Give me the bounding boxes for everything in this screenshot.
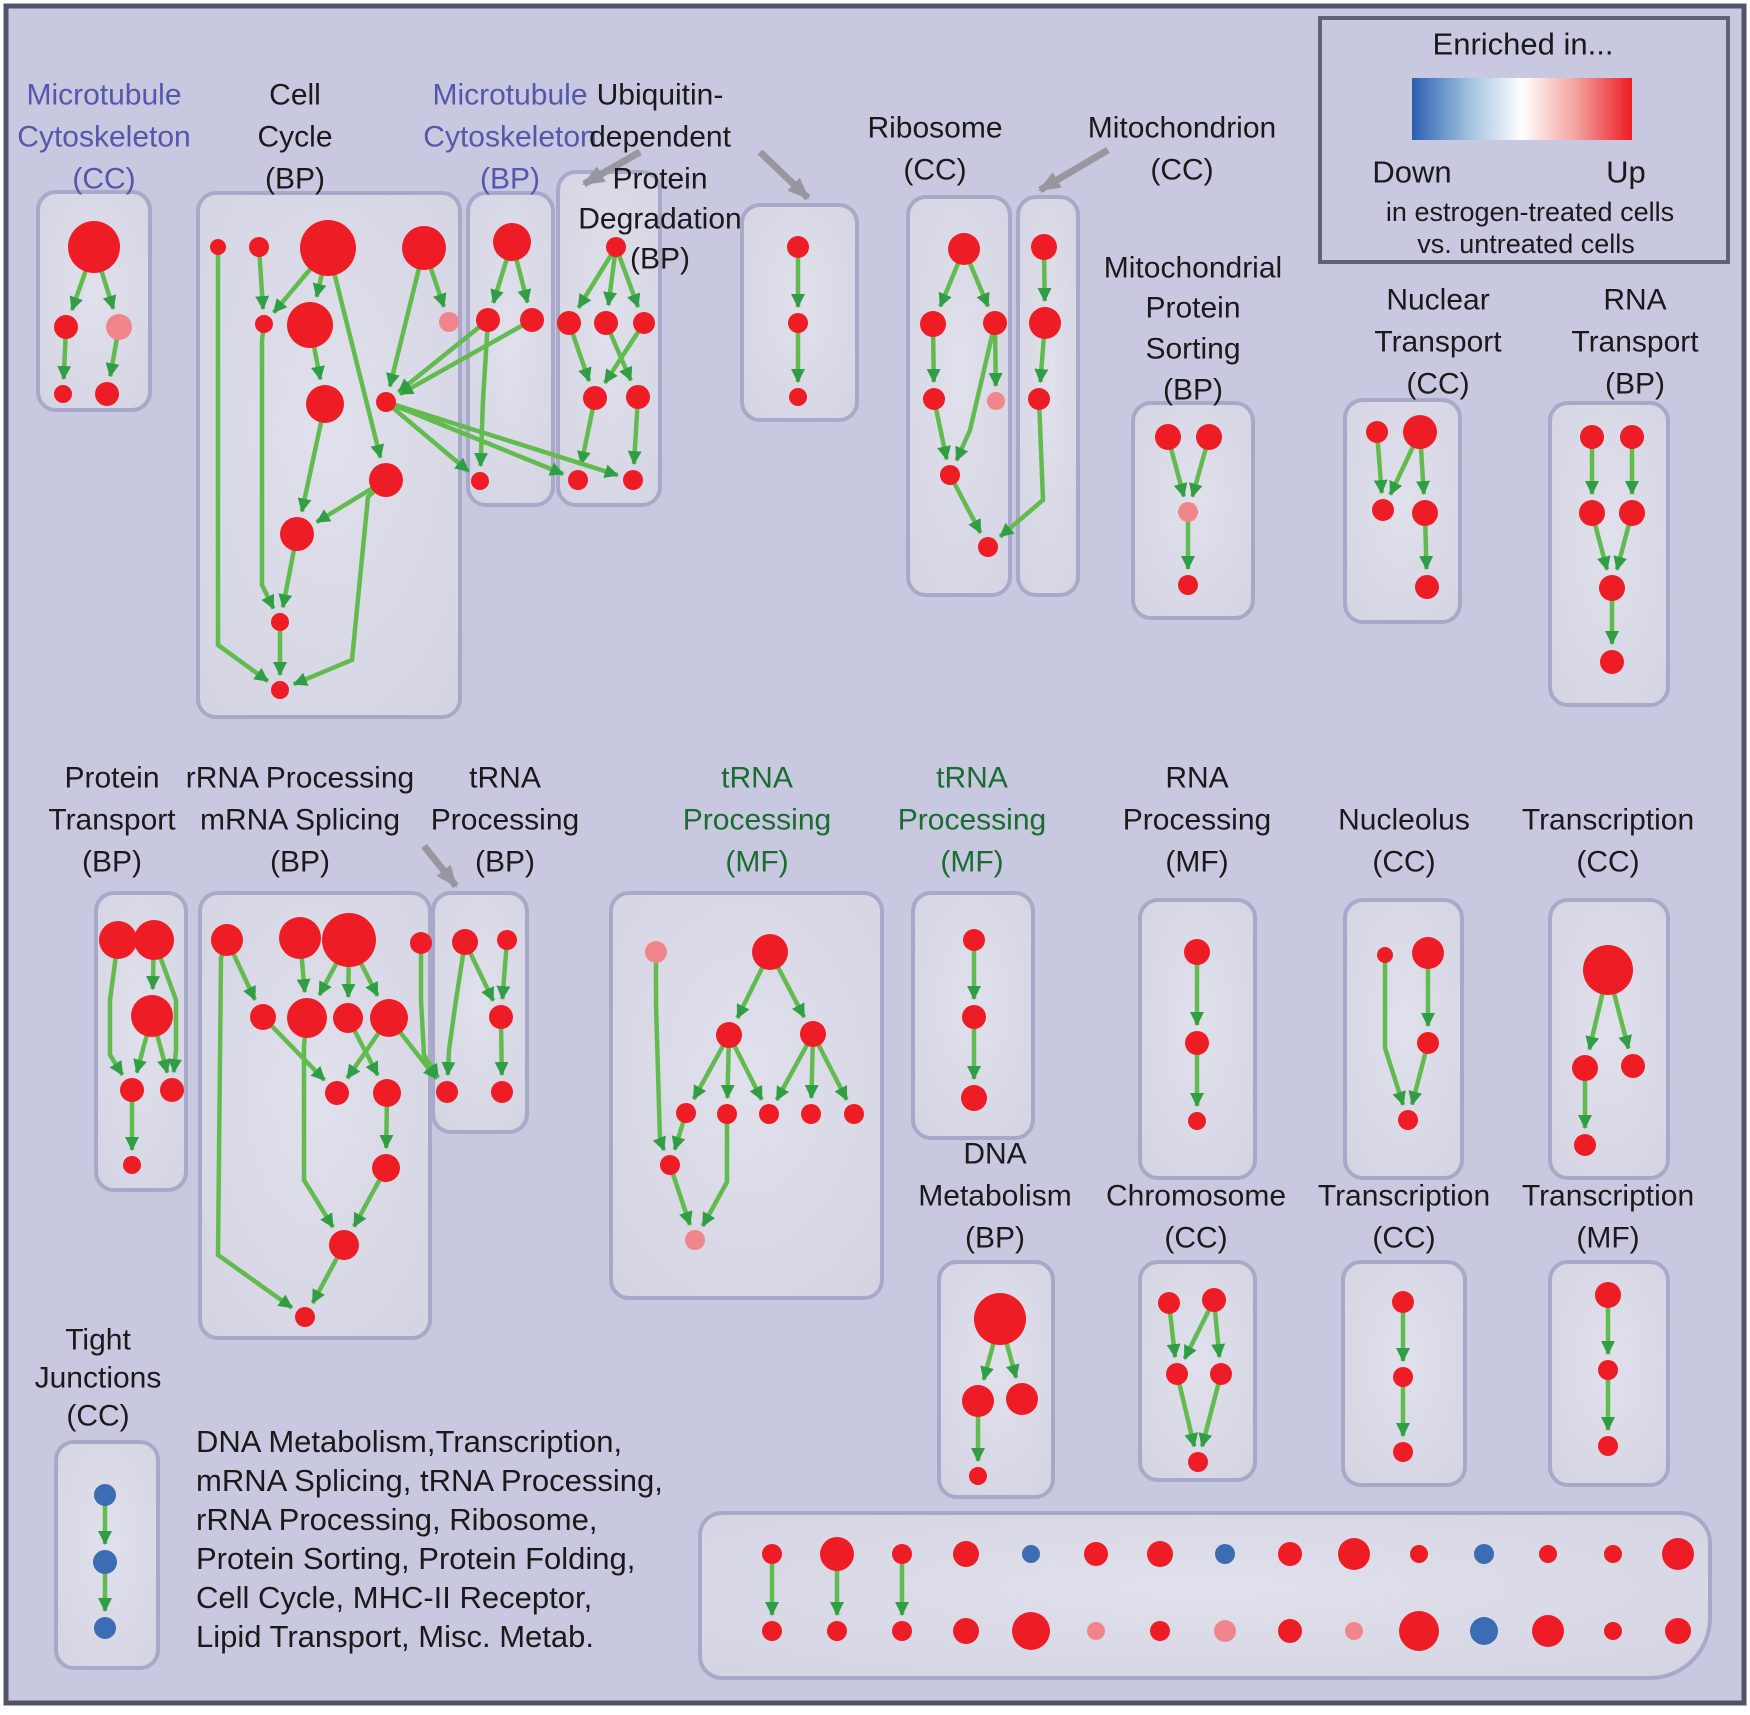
cluster-label-ptrans-line1: Protein [64, 761, 160, 795]
cluster-label-ubi1-line5: (BP) [630, 242, 690, 276]
node-ubi1-r2 [594, 311, 618, 335]
node-mixed-t6 [1084, 1542, 1108, 1566]
node-transcc2-b [1574, 1134, 1596, 1156]
node-mixed-t12 [1474, 1544, 1494, 1564]
node-mito-l [1028, 388, 1050, 410]
node-ubi1-q2 [626, 385, 650, 409]
node-mixed-t3 [892, 1544, 912, 1564]
cluster-box-chrom [1140, 1262, 1255, 1480]
cluster-label-rtrans-line2: Transport [1571, 325, 1699, 359]
node-mixed-t5 [1022, 1545, 1040, 1563]
footnote-line3: rRNA Processing, Ribosome, [196, 1502, 598, 1537]
node-rrna-n1 [211, 924, 243, 956]
cluster-label-msort-line3: Sorting [1145, 332, 1241, 366]
cluster-label-ntrans-line1: Nuclear [1386, 283, 1490, 317]
node-transcc2-mr [1621, 1054, 1645, 1078]
cluster-label-msort-line4: (BP) [1163, 373, 1223, 407]
cluster-label-dnamet-line2: Metabolism [918, 1179, 1072, 1213]
cluster-label-transmf-line2: (MF) [1576, 1221, 1640, 1255]
node-rtrans-a [1580, 425, 1604, 449]
node-ntrans-s [1366, 421, 1388, 443]
cluster-label-msort-line2: Protein [1145, 291, 1241, 325]
footnote-line1: DNA Metabolism,Transcription, [196, 1424, 623, 1459]
cluster-label-ptrans-line3: (BP) [82, 845, 142, 879]
cluster-label-ubi1-line2: dependent [589, 120, 731, 154]
node-ribo-l2 [923, 388, 945, 410]
node-mixed-b7 [1150, 1621, 1170, 1641]
node-rtrans-f [1600, 650, 1624, 674]
node-dnamet-ml [962, 1385, 994, 1417]
node-ubi1-r3 [633, 312, 655, 334]
node-mixed-b14 [1604, 1622, 1622, 1640]
cluster-label-trnamf2-line2: Processing [897, 803, 1047, 837]
node-msort-t2 [1196, 424, 1222, 450]
node-mixed-b2 [827, 1621, 847, 1641]
node-mixed-t15 [1662, 1538, 1694, 1570]
node-ubi1-b1 [568, 470, 588, 490]
node-msort-t1 [1155, 424, 1181, 450]
node-rtrans-e [1599, 575, 1625, 601]
cluster-label-tight-line1: Tight [65, 1323, 131, 1357]
node-transcc2-ml [1572, 1055, 1598, 1081]
node-mixed-t14 [1604, 1545, 1622, 1563]
cluster-label-tight-line2: Junctions [34, 1361, 162, 1395]
node-mixed-b6 [1087, 1622, 1105, 1640]
node-rrna-p2 [373, 1079, 401, 1107]
node-ubi1-q1 [583, 386, 607, 410]
cluster-label-ubi1-line4: Degradation [578, 202, 742, 236]
footnote-line5: Cell Cycle, MHC-II Receptor, [196, 1580, 593, 1615]
node-mixed-t8 [1215, 1544, 1235, 1564]
node-cc-a [210, 239, 226, 255]
node-mixed-b11 [1399, 1611, 1439, 1651]
node-cc-s2 [271, 681, 289, 699]
cluster-label-ubi1-line3: Protein [612, 162, 708, 196]
node-mixed-t10 [1338, 1538, 1370, 1570]
node-chrom-m2 [1210, 1363, 1232, 1385]
node-rnaproc-c [1188, 1112, 1206, 1130]
node-rrna-n4 [410, 932, 432, 954]
node-rtrans-c [1579, 500, 1605, 526]
legend [1320, 18, 1728, 262]
node-nucleolus-m [1417, 1032, 1439, 1054]
node-transcc2-big [1583, 945, 1633, 995]
node-mtbp-l [476, 308, 500, 332]
node-cc-d [402, 226, 446, 270]
node-mixed-t13 [1539, 1545, 1557, 1563]
node-trnabp-e [491, 1081, 513, 1103]
cluster-label-mtcc-line1: Microtubule [26, 78, 182, 112]
node-rrna-n3 [322, 913, 376, 967]
node-cc-bigC [280, 517, 314, 551]
node-cc-hub [376, 392, 396, 412]
node-mtcc-n3 [106, 314, 132, 340]
cluster-label-mito-line2: (CC) [1150, 153, 1214, 187]
node-trnamf2-c [961, 1085, 987, 1111]
node-ptrans-c [131, 995, 173, 1037]
node-tight-b [93, 1550, 117, 1574]
node-mito-m [1029, 307, 1061, 339]
node-mixed-b13 [1532, 1615, 1564, 1647]
node-ubi2-b [789, 388, 807, 406]
cluster-label-mtcc-line2: Cytoskeleton [17, 120, 191, 154]
node-mixed-b3 [892, 1621, 912, 1641]
cluster-label-transcc2-line2: (CC) [1576, 845, 1640, 879]
cluster-label-ntrans-line2: Transport [1374, 325, 1502, 359]
node-nucleolus-bg [1412, 937, 1444, 969]
cluster-label-trnabp-line3: (BP) [475, 845, 535, 879]
node-mixed-b4 [953, 1618, 979, 1644]
node-trnamf1-pk2 [685, 1230, 705, 1250]
node-mtcc-n2 [54, 315, 78, 339]
node-ptrans-d [120, 1078, 144, 1102]
node-cc-bigB [369, 463, 403, 497]
node-mixed-b10 [1345, 1622, 1363, 1640]
node-ribo-r [983, 311, 1007, 335]
node-transcc3-c [1393, 1442, 1413, 1462]
cluster-label-transcc3-line1: Transcription [1317, 1179, 1491, 1213]
node-ptrans-e [160, 1078, 184, 1102]
node-ubi1-t [606, 237, 626, 257]
node-cc-e [255, 315, 273, 333]
cluster-label-cc-line1: Cell [269, 78, 321, 112]
node-chrom-t1 [1158, 1292, 1180, 1314]
node-trnamf1-r2 [717, 1104, 737, 1124]
cluster-label-msort-line1: Mitochondrial [1103, 251, 1283, 285]
cluster-label-dnamet-line3: (BP) [965, 1221, 1025, 1255]
node-rnaproc-b [1185, 1031, 1209, 1055]
node-mixed-t9 [1278, 1542, 1302, 1566]
node-mixed-b5 [1012, 1612, 1050, 1650]
cluster-label-trnamf1-line3: (MF) [725, 845, 789, 879]
node-dnamet-b [969, 1467, 987, 1485]
footnote-line2: mRNA Splicing, tRNA Processing, [196, 1463, 663, 1498]
node-mixed-b8 [1214, 1620, 1236, 1642]
node-rrna-r [329, 1230, 359, 1260]
node-mtbp-bt [471, 472, 489, 490]
node-trnamf1-r5 [844, 1104, 864, 1124]
node-chrom-t2 [1202, 1288, 1226, 1312]
node-msort-b [1178, 575, 1198, 595]
node-rrna-p1 [325, 1081, 349, 1105]
node-chrom-m1 [1166, 1363, 1188, 1385]
node-transcc3-a [1392, 1291, 1414, 1313]
cluster-label-rnaproc-line2: Processing [1122, 803, 1272, 837]
cluster-box-ntrans [1345, 400, 1460, 622]
node-ubi2-m [788, 313, 808, 333]
node-trnabp-a [452, 929, 478, 955]
node-mito-t [1031, 234, 1057, 260]
cluster-label-tight-line3: (CC) [66, 1399, 130, 1433]
node-ribo-t [948, 233, 980, 265]
cluster-label-transcc3-line2: (CC) [1372, 1221, 1436, 1255]
node-rrna-n2 [279, 917, 321, 959]
node-ntrans-bg [1403, 415, 1437, 449]
node-trnamf1-pk1 [645, 941, 667, 963]
node-rrna-s [295, 1307, 315, 1327]
node-mixed-b9 [1278, 1619, 1302, 1643]
node-ribo-b [978, 537, 998, 557]
cluster-label-ptrans-line2: Transport [48, 803, 176, 837]
cluster-label-ubi1-line1: Ubiquitin- [596, 78, 724, 112]
cluster-label-dnamet-line1: DNA [963, 1137, 1027, 1171]
node-ribo-l [920, 311, 946, 337]
node-ptrans-b [134, 920, 174, 960]
cluster-label-mito-line1: Mitochondrion [1087, 111, 1277, 145]
node-rrna-m4 [370, 999, 408, 1037]
node-mixed-t1 [762, 1544, 782, 1564]
cluster-label-transcc2-line1: Transcription [1521, 803, 1695, 837]
cluster-label-trnamf1-line1: tRNA [721, 761, 793, 795]
node-rrna-m3 [333, 1003, 363, 1033]
cluster-label-trnamf2-line1: tRNA [936, 761, 1008, 795]
node-trnabp-c [489, 1005, 513, 1029]
node-mtbp-t [493, 223, 531, 261]
node-mixed-b15 [1665, 1618, 1691, 1644]
cluster-label-rnaproc-line1: RNA [1165, 761, 1229, 795]
node-rrna-m1 [250, 1004, 276, 1030]
node-mixed-t11 [1410, 1545, 1428, 1563]
cluster-label-rrna-line1: rRNA Processing [185, 761, 415, 795]
cluster-label-cc-line2: Cycle [257, 120, 333, 154]
cluster-label-transmf-line1: Transcription [1521, 1179, 1695, 1213]
node-trnamf2-a [963, 929, 985, 951]
node-nucleolus-b [1398, 1110, 1418, 1130]
cluster-label-rrna-line2: mRNA Splicing [199, 803, 401, 837]
cluster-label-trnabp-line1: tRNA [469, 761, 541, 795]
cluster-label-rrna-line3: (BP) [270, 845, 330, 879]
legend-gradient-bar [1412, 78, 1632, 140]
cluster-label-trnamf1-line2: Processing [682, 803, 832, 837]
node-ubi1-r1 [557, 311, 581, 335]
node-transcc3-b [1393, 1367, 1413, 1387]
node-ribo-m [940, 465, 960, 485]
cluster-label-rtrans-line3: (BP) [1605, 367, 1665, 401]
node-cc-bigA [306, 385, 344, 423]
footnote-line4: Protein Sorting, Protein Folding, [196, 1541, 636, 1576]
node-trnabp-d [436, 1081, 458, 1103]
node-ntrans-mr [1412, 500, 1438, 526]
node-ntrans-bt [1415, 575, 1439, 599]
node-transmf-b [1598, 1360, 1618, 1380]
node-mtbp-r [520, 308, 544, 332]
node-chrom-b [1188, 1452, 1208, 1472]
cluster-box-nucleolus [1345, 900, 1462, 1178]
node-ribo-pk [987, 392, 1005, 410]
node-nucleolus-s [1377, 947, 1393, 963]
node-trnamf1-l [716, 1022, 742, 1048]
node-ubi2-t [787, 236, 809, 258]
cluster-label-mtbp-line2: Cytoskeleton [423, 120, 597, 154]
node-mtcc-n5 [95, 382, 119, 406]
node-trnamf2-b [962, 1005, 986, 1029]
legend-subtitle-line2: vs. untreated cells [1417, 229, 1635, 259]
node-trnamf1-r3 [759, 1104, 779, 1124]
node-dnamet-big [974, 1293, 1026, 1345]
node-mixed-b1 [762, 1621, 782, 1641]
cluster-label-ribo-line2: (CC) [903, 153, 967, 187]
cluster-label-trnamf2-line3: (MF) [940, 845, 1004, 879]
legend-down-label: Down [1372, 154, 1452, 190]
node-cc-c [300, 220, 356, 276]
node-mixed-t4 [953, 1541, 979, 1567]
node-cc-f [287, 302, 333, 348]
node-rnaproc-a [1184, 939, 1210, 965]
node-rtrans-b [1620, 425, 1644, 449]
node-mixed-t7 [1147, 1541, 1173, 1567]
cluster-label-mtbp-line1: Microtubule [432, 78, 588, 112]
node-ntrans-ml [1372, 499, 1394, 521]
cluster-label-nucleolus-line1: Nucleolus [1338, 803, 1470, 837]
node-rtrans-d [1619, 500, 1645, 526]
node-trnabp-b [497, 930, 517, 950]
node-cc-b [249, 237, 269, 257]
node-rrna-m2 [287, 998, 327, 1038]
legend-title: Enriched in... [1432, 26, 1614, 62]
node-dnamet-mr [1006, 1383, 1038, 1415]
node-ptrans-f [123, 1156, 141, 1174]
node-tight-a [94, 1484, 116, 1506]
node-mtcc-n4 [54, 385, 72, 403]
cluster-label-ntrans-line3: (CC) [1406, 367, 1470, 401]
node-ptrans-a [99, 921, 137, 959]
cluster-box-transcc2 [1550, 900, 1668, 1178]
footnote-line6: Lipid Transport, Misc. Metab. [196, 1619, 594, 1654]
cluster-label-chrom-line1: Chromosome [1105, 1179, 1287, 1213]
node-trnamf1-r1 [676, 1103, 696, 1123]
cluster-label-rtrans-line1: RNA [1603, 283, 1667, 317]
node-mixed-t2 [820, 1537, 854, 1571]
node-mtcc-n1 [68, 221, 120, 273]
cluster-label-mtbp-line3: (BP) [480, 162, 540, 196]
node-cc-s1 [271, 613, 289, 631]
legend-subtitle-line1: in estrogen-treated cells [1385, 197, 1675, 227]
cluster-label-nucleolus-line2: (CC) [1372, 845, 1436, 879]
node-msort-pk [1178, 502, 1198, 522]
node-trnamf1-r [800, 1021, 826, 1047]
cluster-label-chrom-line2: (CC) [1164, 1221, 1228, 1255]
node-trnamf1-big [752, 934, 788, 970]
node-trnamf1-x [660, 1155, 680, 1175]
cluster-label-rnaproc-line3: (MF) [1165, 845, 1229, 879]
cluster-box-mixed [700, 1513, 1710, 1678]
node-tight-c [94, 1617, 116, 1639]
node-transmf-a [1595, 1282, 1621, 1308]
node-trnamf1-r4 [801, 1104, 821, 1124]
node-ubi1-b2 [623, 470, 643, 490]
cluster-label-mtcc-line3: (CC) [72, 162, 136, 196]
cluster-label-cc-line3: (BP) [265, 162, 325, 196]
node-mixed-b12 [1470, 1617, 1498, 1645]
node-cc-g [439, 312, 459, 332]
cluster-label-trnabp-line2: Processing [430, 803, 580, 837]
node-transmf-c [1598, 1436, 1618, 1456]
node-rrna-q [372, 1154, 400, 1182]
legend-up-label: Up [1606, 154, 1646, 190]
cluster-label-ribo-line1: Ribosome [867, 111, 1003, 145]
